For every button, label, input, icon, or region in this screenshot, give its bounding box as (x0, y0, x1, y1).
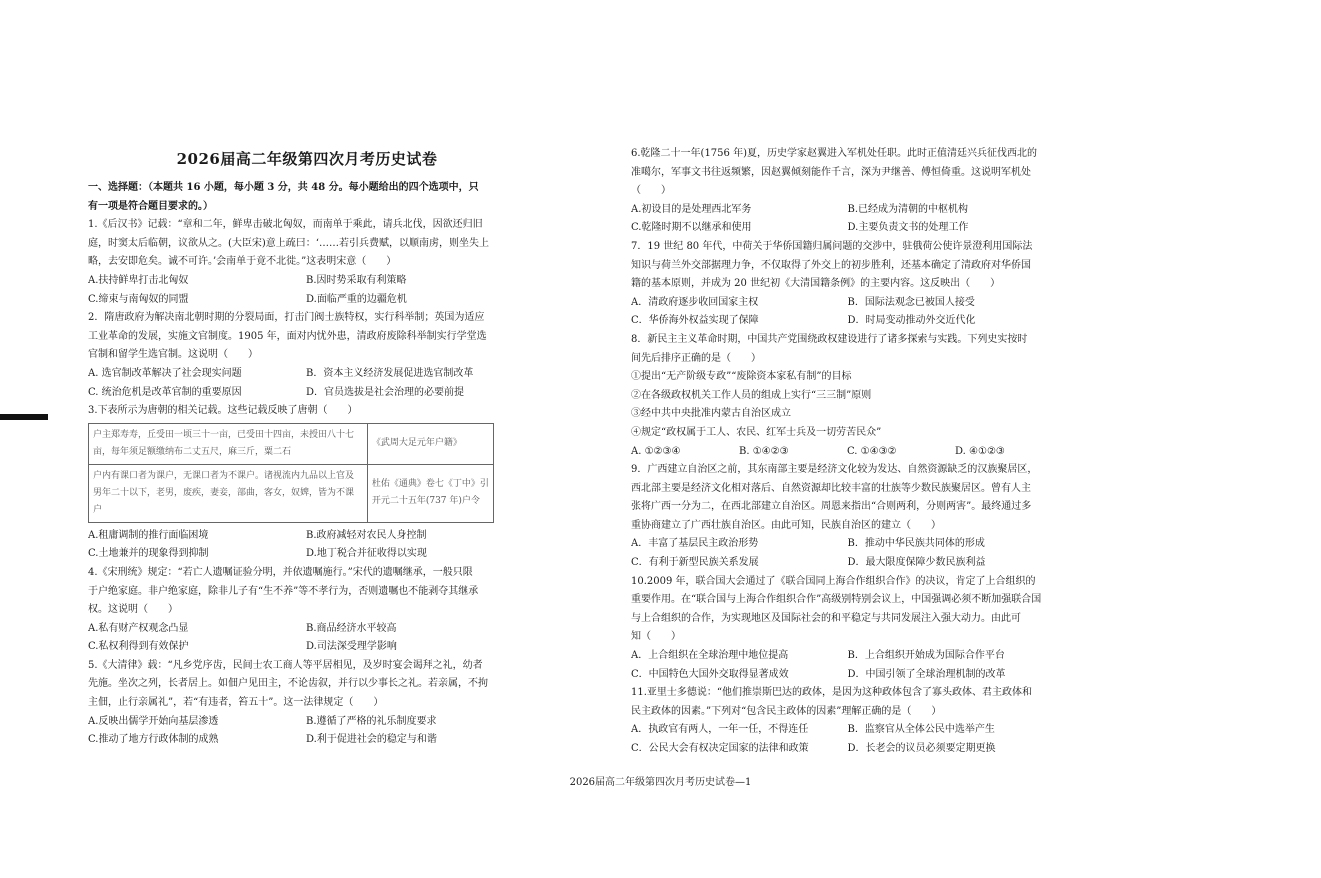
option-c[interactable]: C.私权利得到有效保护 (88, 641, 189, 653)
options-row (631, 312, 1064, 331)
source-table (88, 423, 494, 523)
option-a[interactable]: A．清政府逐步收回国家主权 (631, 296, 759, 308)
options-row (631, 443, 1064, 462)
question-3 (88, 402, 526, 564)
page-footer: 2026届高二年级第四次月考历史试卷—1 (569, 777, 752, 788)
option-b[interactable]: B．上合组织开始成为国际合作平台 (847, 650, 1005, 662)
statement-item: ④规定“政权属于工人、农民、红军士兵及一切劳苦民众” (631, 426, 882, 438)
question-line: 4.《宋刑统》规定：“若亡人遗嘱证验分明，并依遗嘱施行。”宋代的遗嘱继承，一般只限 (88, 566, 473, 578)
question-10 (631, 573, 1064, 685)
question-line: 与上合组织的合作，为实现地区及国际社会的和平稳定与共同发展注入强大动力。由此可 (631, 612, 1021, 624)
question-6 (631, 145, 1064, 238)
left-column (88, 145, 526, 750)
table-cell-source: 杜佑《通典》卷七《丁中》引开元二十五年(737 年)户令 (367, 464, 493, 522)
question-line: （ ） (631, 185, 671, 197)
option-b[interactable]: B.遵循了严格的礼乐制度要求 (306, 715, 437, 727)
question-line: 主佃，止行亲属礼”，若“有违者，笞五十”。这一法律规定（ ） (88, 697, 384, 709)
question-7 (631, 238, 1064, 331)
question-line: 1.《后汉书》记载：“章和二年，鲜卑击破北匈奴，而南单于乘此，请兵北伐，因欲还归旧 (88, 219, 483, 231)
question-5 (88, 657, 526, 750)
statement-item: ③经中共中央批准内蒙古自治区成立 (631, 408, 791, 420)
options-row (88, 713, 526, 732)
question-line: 庭，时窦太后临朝，议欲从之。(大臣宋)意上疏曰：‘……若引兵费赋，以顺南虏，则坐失上 (88, 237, 489, 249)
option-b[interactable]: B.商品经济水平较高 (306, 622, 397, 634)
option-d[interactable]: D．最大限度保障少数民族利益 (847, 557, 986, 569)
table-cell: 户内有课口者为课户，无课口者为不课户。诸视流内九品以上官及男年二十以下，老男，废疾，妻妾，部曲，客女，奴婢，皆为不课户 (89, 464, 368, 522)
question-2 (88, 309, 526, 402)
question-1 (88, 216, 526, 309)
option-b[interactable]: B.政府减轻对农民人身控制 (306, 529, 427, 541)
options-row (88, 291, 526, 310)
question-line: 知（ ） (631, 631, 681, 643)
options-row (631, 554, 1064, 573)
question-line: 10.2009 年，联合国大会通过了《联合国同上海合作组织合作》的决议，肯定了上合组织的 (631, 575, 1036, 587)
question-line: 重要作用。在“联合国与上海合作组织合作”高级别特别会议上，中国强调必须不断加强联合国 (631, 594, 1042, 606)
options-row (88, 384, 526, 403)
question-line: 于户绝家庭。非户绝家庭，除非儿子有“生不养”等不孝行为，否则遗嘱也不能剥夺其继承 (88, 585, 479, 597)
question-line: 间先后排序正确的是（ ） (631, 352, 761, 364)
question-9 (631, 461, 1064, 573)
question-line: 5.《大清律》载：“凡乡党序齿，民间士农工商人等平居相见，及岁时宴会谒拜之礼，幼者 (88, 659, 483, 671)
option-a[interactable]: A.私有财产权观念凸显 (88, 622, 189, 634)
option-a[interactable]: A. 选官制改革解决了社会现实问题 (88, 367, 242, 379)
options-row (631, 666, 1064, 685)
option-c[interactable]: C.土地兼并的现象得到抑制 (88, 548, 209, 560)
table-cell: 户主郑寿寿，丘受田一顷三十一亩，已受田十四亩，未授田八十七亩，每年须足额缴纳布二丈五尺，麻三斤，粟二石 (89, 423, 368, 464)
option-c[interactable]: C.缔束与南匈奴的同盟 (88, 293, 189, 305)
table-row (89, 423, 494, 464)
question-line: 籍的基本原则，并成为 20 世纪初《大清国籍条例》的主要内容。这反映出（ ） (631, 278, 1001, 290)
table-cell-source: 《武周大足元年户籍》 (367, 423, 493, 464)
question-line: 官制和留学生选官制。这说明（ ） (88, 349, 258, 361)
option-b[interactable]: B. ①④②③ (739, 445, 789, 457)
option-a[interactable]: A.租庸调制的推行面临困境 (88, 529, 209, 541)
question-line: 准噶尔，军事文书往返频繁，因赵翼倾刻能作千言，深为尹继善、傅恒倚重。这说明军机处 (631, 166, 1031, 178)
option-b[interactable]: B．国际法观念已被国人接受 (847, 296, 975, 308)
option-a[interactable]: A.扶持鲜卑打击北匈奴 (88, 274, 189, 286)
question-4 (88, 564, 526, 657)
question-line: 9．广西建立自治区之前，其东南部主要是经济文化较为发达、自然资源缺乏的汉族聚居区， (631, 464, 1038, 476)
table-row (89, 464, 494, 522)
question-line: 民主政体的因素。”下列对“包含民主政体的因素”理解正确的是（ ） (631, 705, 942, 717)
option-c[interactable]: C.推动了地方行政体制的成熟 (88, 734, 219, 746)
options-row (631, 535, 1064, 554)
option-c[interactable]: C. ①④③② (847, 445, 897, 457)
statement-item: ②在各级政权机关工作人员的组成上实行“三三制”原则 (631, 389, 872, 401)
options-row (88, 365, 526, 384)
options-row (88, 545, 526, 564)
option-b[interactable]: B．监察官从全体公民中选举产生 (847, 724, 995, 736)
question-line: 6.乾隆二十一年(1756 年)夏，历史学家赵翼进入军机处任职。此时正值清廷兴兵征伐西北的 (631, 148, 1037, 159)
question-line: 重协商建立了广西壮族自治区。由此可知，民族自治区的建立（ ） (631, 519, 941, 531)
binding-mark (0, 414, 48, 420)
options-row (631, 647, 1064, 666)
option-d[interactable]: D．长老会的议员必须要定期更换 (847, 743, 996, 754)
statement-item: ①提出“无产阶级专政”“废除资本家私有制”的目标 (631, 371, 852, 383)
question-line: 先施。坐次之列，长者居上。如佃户见田主，不论齿叙，并行以少事长之礼。若亲属，不拘 (88, 678, 488, 690)
options-row (88, 731, 526, 750)
options-row (88, 272, 526, 291)
question-line: 8．新民主主义革命时期，中国共产党围绕政权建设进行了诸多探索与实践。下列史实按时 (631, 333, 1028, 345)
exam-title: 2026届高二年级第四次月考历史试卷 (176, 150, 438, 168)
option-d[interactable]: D.司法深受理学影响 (306, 641, 397, 653)
option-d[interactable]: D. ④①②③ (955, 445, 1005, 457)
options-row (631, 740, 1064, 759)
option-a[interactable]: A．执政官有两人，一年一任，不得连任 (631, 724, 809, 736)
question-line: 7．19 世纪 80 年代，中荷关于华侨国籍归属问题的交涉中，驻俄荷公使许景澄利用国际法 (631, 240, 1033, 252)
options-row (631, 294, 1064, 313)
question-line: 略，去安即危矣。诚不可许。’会南单于竟不北徙。”这表明宋意（ ） (88, 256, 397, 268)
question-line: 2．隋唐政府为解决南北朝时期的分裂局面，打击门阀士族特权，实行科举制；英国为适应 (88, 312, 485, 324)
option-d[interactable]: D.利于促进社会的稳定与和谐 (306, 734, 437, 746)
section-heading: 一、选择题：（本题共 16 小题，每小题 3 分，共 48 分。每小题给出的四个选项中，只 (88, 182, 479, 193)
option-c[interactable]: C．公民大会有权决定国家的法律和政策 (631, 743, 809, 754)
option-d[interactable]: D.地丁税合并征收得以实现 (306, 548, 427, 560)
option-c[interactable]: C．有利于新型民族关系发展 (631, 557, 759, 569)
option-d[interactable]: D．官员选拔是社会治理的必要前提 (306, 386, 465, 398)
option-a[interactable]: A．上合组织在全球治理中地位提高 (631, 650, 789, 662)
options-row (88, 527, 526, 546)
option-c[interactable]: C.乾隆时期不以继承和使用 (631, 222, 752, 234)
option-c[interactable]: C．中国特色大国外交取得显著成效 (631, 668, 789, 680)
options-row (631, 219, 1064, 238)
options-row (88, 620, 526, 639)
option-c[interactable]: C．华侨海外权益实现了保障 (631, 315, 759, 327)
options-row (631, 721, 1064, 740)
option-b[interactable]: B.因时势采取有利策略 (306, 274, 407, 286)
option-d[interactable]: D.主要负责文书的处理工作 (847, 222, 969, 234)
question-line: 11.亚里士多德说：“他们推崇斯巴达的政体，是因为这种政体包含了寡头政体、君主政体和 (631, 687, 1033, 699)
option-b[interactable]: B.已经成为清朝的中枢机构 (847, 203, 969, 215)
option-c[interactable]: C. 统治危机是改革官制的重要原因 (88, 386, 242, 398)
option-b[interactable]: B．推动中华民族共同体的形成 (847, 538, 985, 550)
question-8 (631, 331, 1064, 461)
option-d[interactable]: D．时局变动推动外交近代化 (847, 315, 976, 327)
question-line: 权。这说明（ ） (88, 604, 178, 616)
option-d[interactable]: D.面临严重的边疆危机 (306, 293, 407, 305)
options-row (88, 638, 526, 657)
question-line: 知识与荷兰外交部据理力争，不仅取得了外交上的初步胜利，还基本确定了清政府对华侨国 (631, 259, 1031, 271)
question-line: 工业革命的发展，实施文官制度。1905 年，面对内忧外患，清政府废除科举制实行学堂选 (88, 330, 487, 342)
option-b[interactable]: B．资本主义经济发展促进选官制改革 (306, 367, 474, 379)
right-column (631, 145, 1064, 759)
option-d[interactable]: D．中国引领了全球治理机制的改革 (847, 668, 1006, 680)
option-a[interactable]: A.反映出儒学开始向基层渗透 (88, 715, 219, 727)
question-line: 西北部主要是经济文化相对落后、自然资源却比较丰富的壮族等少数民族聚居区。曾有人主 (631, 482, 1031, 494)
section-heading-cont: 有一项是符合题目要求的。） (88, 200, 213, 212)
option-a[interactable]: A.初设目的是处理西北军务 (631, 203, 752, 215)
option-a[interactable]: A. ①②③④ (631, 445, 681, 457)
question-11 (631, 684, 1064, 758)
question-line: 3.下表所示为唐朝的相关记载。这些记载反映了唐朝（ ） (88, 405, 358, 417)
options-row (631, 201, 1064, 220)
question-line: 张将广西一分为二，在西北部建立自治区。周恩来指出“合则两利，分则两害”。最终通过多 (631, 501, 1032, 513)
option-a[interactable]: A．丰富了基层民主政治形势 (631, 538, 759, 550)
